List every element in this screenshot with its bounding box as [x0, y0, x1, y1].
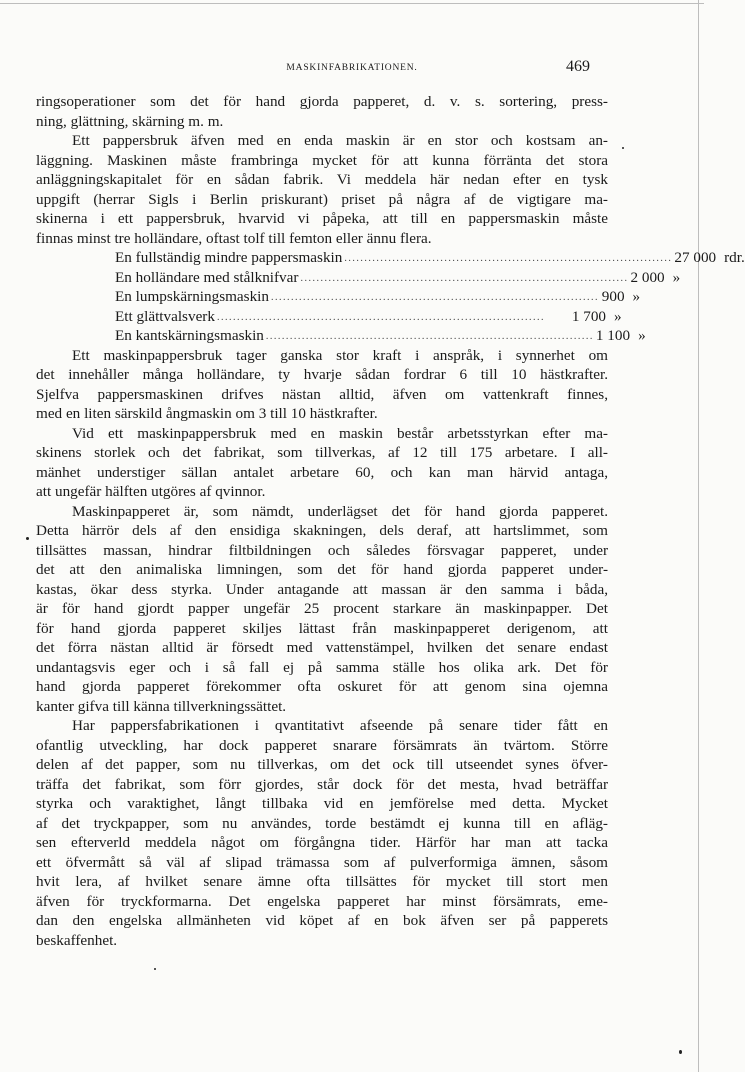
- running-header-title: MASKINFABRIKATIONEN.: [286, 63, 418, 73]
- text-line: Har pappersfabrikationen i qvantitativt afseende på senare tider fått en: [72, 717, 608, 734]
- leader-dots: ..................................................................................: [344, 253, 673, 264]
- text-line: läggning. Maskinen måste frambringa mycket för att kunna förränta det stora: [36, 151, 608, 169]
- text-line: af det tryckpapper, som nu användes, torde bestämdt ej kunna till en afläg-: [36, 814, 608, 832]
- text-line: hvit lera, af hvilket senare ämne ofta tillsättes för mycket till stort men: [36, 873, 608, 890]
- text-line: ett öfvermått så väl af slipad trämassa som af pulverformiga ämnen, såsom: [36, 853, 608, 871]
- text-line: sen efterverld meddela något om förgångna tider. Härför har man att tacka: [36, 834, 608, 851]
- text-line: kastas, ökar dess styrka. Under antagande att massan är den samma i båda,: [36, 580, 608, 598]
- text-line: kanter gifva till känna tillverkningssättet.: [36, 697, 287, 715]
- price-row: [36, 287, 646, 307]
- machine-name: En lumpskärningsmaskin: [115, 288, 269, 305]
- price-unit: »: [672, 268, 681, 286]
- text-line: det att den animaliska limningen, som det för hand gjorda papperet under-: [36, 561, 608, 578]
- text-line: dan den engelska allmänheten vid köpet af en bok äfven ser på papperets: [36, 912, 608, 929]
- text-line: hand gjorda papperet förekommer ofta oskuret för att genom sina ojemna: [36, 678, 608, 695]
- ink-speck: [622, 147, 624, 149]
- leader-dots: ..................................................................................: [300, 272, 629, 284]
- text-line: anläggningskapitalet för en sådan fabrik. Vi meddela här nedan efter en tysk: [36, 171, 608, 188]
- text-line: med en liten särskild ångmaskin om 3 till 10 hästkrafter.: [36, 405, 378, 422]
- paragraph-workforce: [36, 424, 608, 502]
- ink-speck: [26, 537, 29, 540]
- price-unit: »: [638, 327, 646, 344]
- price-row: [36, 326, 646, 346]
- text-line: uppgift (herrar Sigls i Berlin priskurant) priset på några af de vigtigare ma-: [36, 190, 608, 208]
- leader-dots: ..................................................................................: [265, 331, 594, 342]
- text-line: finnas minst tre holländare, oftast tolf till femton eller ännu flera.: [36, 229, 432, 247]
- text-line: Detta härrör dels af den ensidiga skakningen, dels deraf, att hartslimmet, som: [36, 522, 608, 539]
- paragraph-power-requirements: [36, 346, 608, 424]
- price-unit: »: [632, 288, 641, 305]
- text-line: styrka och varaktighet, långt tillbaka vid en jemförelse med detta. Mycket: [36, 795, 608, 812]
- price-unit: rdr.: [724, 249, 745, 266]
- price-amount: 900: [601, 288, 625, 305]
- text-line: träffa det fabrikat, som förr gjordes, står dock för det mesta, hvad beträffar: [36, 775, 608, 793]
- machine-name: En kantskärningsmaskin: [115, 327, 264, 344]
- paragraph-paper-mill-cost: [36, 131, 608, 248]
- price-unit: »: [614, 307, 622, 325]
- text-line: Maskinpapperet är, som nämdt, underlägset det för hand gjorda papperet.: [72, 502, 608, 520]
- ink-speck: [679, 1050, 682, 1054]
- price-amount: 1 700: [571, 307, 606, 325]
- text-line: delen af det papper, som nu tillverkas, om det ock till utseendet synes öfver-: [36, 756, 608, 773]
- machine-price-list: [36, 248, 745, 346]
- body-text: [36, 92, 745, 950]
- price-row: [36, 307, 646, 327]
- text-line: för hand gjorda papperet skiljes lättast från maskinpapperet derigenom, att: [36, 619, 608, 637]
- text-line: skinerna i ett pappersbruk, hvarvid vi påpeka, att till en pappersmaskin måste: [36, 210, 608, 227]
- text-line: skinens storlek och det fabrikat, som tillverkas, af 12 till 175 arbetare. I all-: [36, 444, 608, 461]
- paragraph-continuation: [36, 92, 608, 131]
- text-line: ofantlig utveckling, har dock papperet snarare försämrats än tvärtom. Större: [36, 736, 608, 754]
- text-line: ringsoperationer som det för hand gjorda papperet, d. v. s. sortering, press-: [36, 93, 608, 110]
- text-line: ning, glättning, skärning m. m.: [36, 112, 224, 130]
- text-line: mänhet understiger sällan antalet arbetare 60, och kan man härvid antaga,: [36, 463, 608, 481]
- price-row: [36, 248, 745, 268]
- price-amount: 1 100: [595, 327, 631, 344]
- leader-dots: ..................................................................................: [270, 292, 599, 303]
- price-row: [36, 268, 681, 288]
- text-line: det förra nästan alltid är försedt med vattenstämpel, hvilken det senare endast: [36, 639, 608, 656]
- ink-speck: [154, 968, 156, 970]
- paragraph-machine-paper-quality: [36, 502, 608, 717]
- paragraph-paper-deterioration: [36, 716, 608, 950]
- text-line: Ett maskinpappersbruk tager ganska stor kraft i anspråk, i synnerhet om: [72, 346, 608, 364]
- machine-name: Ett glättvalsverk: [115, 307, 215, 325]
- price-amount: 2 000: [630, 268, 665, 286]
- price-amount: 27 000: [674, 249, 717, 266]
- text-line: Vid ett maskinpappersbruk med en maskin består arbetsstyrkan efter ma-: [72, 424, 608, 442]
- text-line: det innehåller många holländare, ty hvarje sådan fordrar 6 till 10 hästkrafter.: [36, 366, 608, 383]
- text-line: Sjelfva pappersmaskinen drifves nästan alltid, äfven om vattenkraft finnes,: [36, 385, 608, 403]
- top-scan-edge: [0, 3, 704, 4]
- text-line: beskaffenhet.: [36, 931, 118, 949]
- text-line: undantagsvis eger och i så fall ej på samma ställe hos olika ark. Det för: [36, 658, 608, 676]
- text-line: tillsättes massan, hindrar filtbildningen och således försvagar papperet, under: [36, 541, 608, 559]
- text-line: att ungefär hälften utgöres af qvinnor.: [36, 483, 266, 500]
- page-number: 469: [566, 58, 590, 75]
- text-line: äfven för tryckformarna. Det engelska papperet har minst försämrats, eme-: [36, 892, 608, 910]
- text-line: Ett pappersbruk äfven med en enda maskin är en stor och kostsam an-: [72, 132, 608, 149]
- right-scan-edge: [698, 0, 699, 1072]
- text-line: är för hand gjordt papper ungefär 25 procent starkare än maskinpapper. Det: [36, 600, 608, 617]
- leader-dots: ..................................................................................: [216, 311, 545, 323]
- machine-name: En fullständig mindre pappersmaskin: [115, 249, 343, 266]
- machine-name: En holländare med stålknifvar: [115, 268, 299, 286]
